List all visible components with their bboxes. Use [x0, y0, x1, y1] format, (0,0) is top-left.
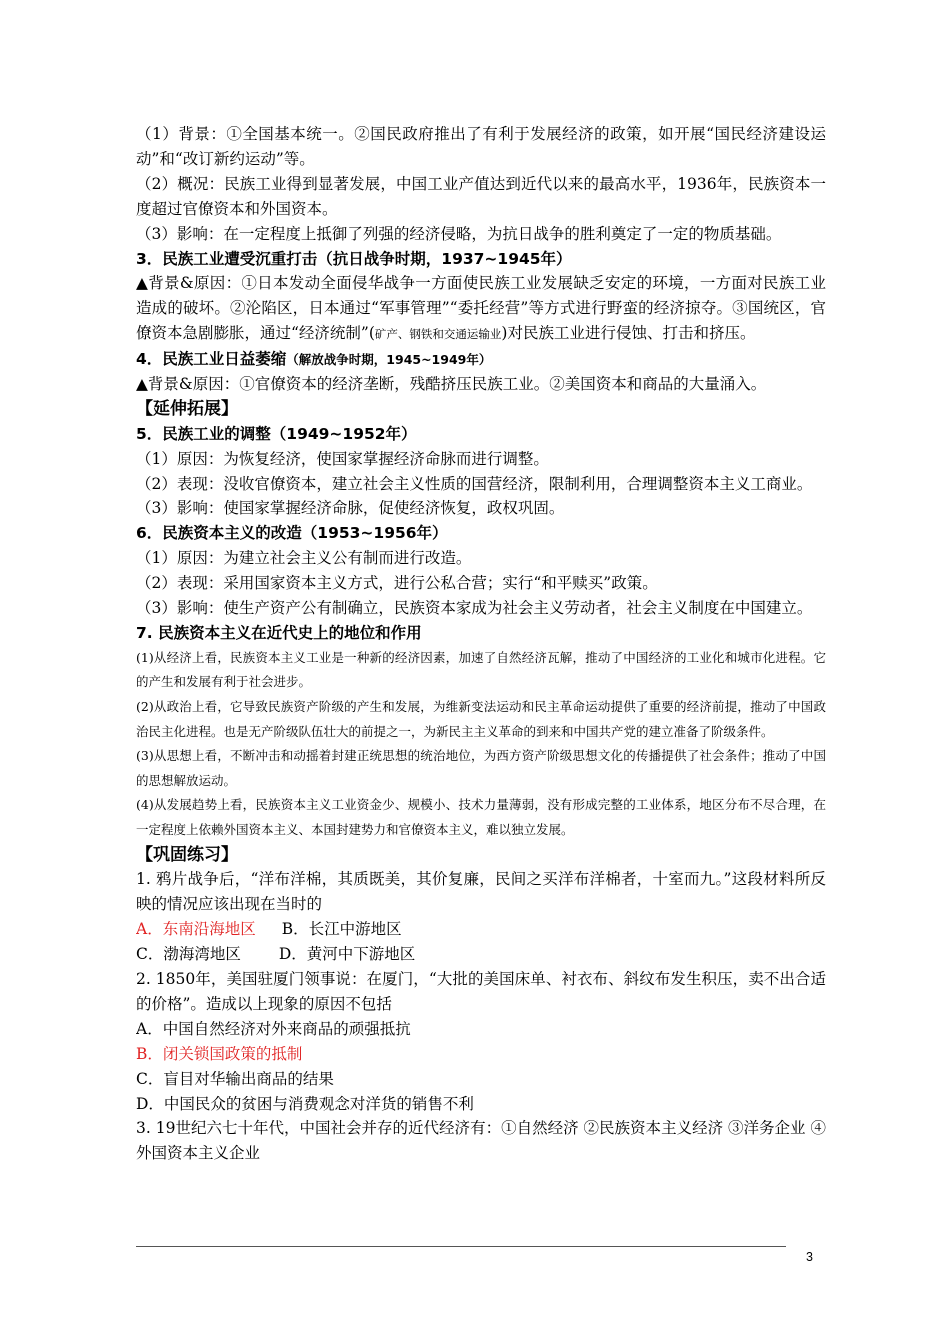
text-line: （3）影响：使生产资产公有制确立，民族资本家成为社会主义劳动者，社会主义制度在中国建立。	[136, 599, 813, 618]
text-span: )对民族工业进行侵蚀、打击和挤压。	[501, 324, 756, 343]
text-line: （1）原因：为建立社会主义公有制而进行改造。	[136, 549, 472, 568]
question: 3. 19世纪六七十年代，中国社会并存的近代经济有：①自然经济 ②民族资本主义经济 ③洋务企业 ④外国资本主义企业	[136, 1119, 826, 1163]
option: D．中国民众的贫困与消费观念对洋货的销售不利	[136, 1094, 474, 1113]
subheading-main: 4．民族工业日益萎缩	[136, 350, 287, 369]
page-number: 3	[806, 1250, 813, 1264]
footer-rule	[136, 1246, 786, 1247]
option: C．盲目对华输出商品的结果	[136, 1069, 334, 1088]
text-paragraph	[136, 271, 826, 347]
option-answer: B．闭关锁国政策的抵制	[136, 1044, 303, 1063]
option-row	[136, 917, 826, 942]
subheading: 3．民族工业遭受沉重打击（抗日战争时期，1937~1945年）	[136, 249, 572, 268]
section-heading: 【延伸拓展】	[136, 398, 238, 419]
text-line: （1）原因：为恢复经济，使国家掌握经济命脉而进行调整。	[136, 449, 549, 468]
option: A．中国自然经济对外来商品的顽强抵抗	[136, 1019, 411, 1038]
text-span: ▲背景&原因：①日本发动全面侵华战争一方面使民族工业发展缺乏安定的环境，一方面对民族工业造成的破坏。②沦陷区，日本通过“军事管理”“委托经营”等方式进行野蛮的经济掠夺。③国统区，官僚资本急剧膨胀，通过“经济统制”(	[136, 274, 826, 343]
page-content	[136, 122, 826, 1166]
subheading	[136, 347, 826, 372]
text-line: （1）背景：①全国基本统一。②国民政府推出了有利于发展经济的政策，如开展“国民经济建设运动”和“改订新约运动”等。	[136, 125, 826, 168]
small-paragraph: (3)从思想上看，不断冲击和动摇着封建正统思想的统治地位，为西方资产阶级思想文化的传播提供了社会条件；推动了中国的思想解放运动。	[136, 748, 826, 788]
option: D．黄河中下游地区	[278, 945, 416, 964]
question: 2. 1850年，美国驻厦门领事说：在厦门，“大批的美国床单、衬衣布、斜纹布发生积压，卖不出合适的价格”。造成以上现象的原因不包括	[136, 970, 826, 1013]
option: C．渤海湾地区	[136, 945, 241, 964]
subheading: 7. 民族资本主义在近代史上的地位和作用	[136, 623, 422, 642]
subheading-note: （解放战争时期，1945~1949年）	[286, 352, 492, 368]
text-line: （3）影响：在一定程度上抵御了列强的经济侵略，为抗日战争的胜利奠定了一定的物质基础。	[136, 224, 782, 243]
subheading: 5．民族工业的调整（1949~1952年）	[136, 424, 417, 443]
question: 1. 鸦片战争后，“洋布洋棉，其质既美，其价复廉，民间之买洋布洋棉者，十室而九。”这段材料所反映的情况应该出现在当时的	[136, 870, 826, 914]
section-heading: 【巩固练习】	[136, 844, 238, 865]
small-note: 矿产、钢铁和交通运输业	[374, 327, 502, 342]
text-line: （2）表现：没收官僚资本，建立社会主义性质的国营经济，限制利用，合理调整资本主义工商业。	[136, 474, 813, 493]
text-line: （2）表现：采用国家资本主义方式，进行公私合营；实行“和平赎买”政策。	[136, 574, 658, 593]
small-paragraph: (4)从发展趋势上看，民族资本主义工业资金少、规模小、技术力量薄弱，没有形成完整的工业体系，地区分布不尽合理，在一定程度上依赖外国资本主义、本国封建势力和官僚资本主义，难以独立发展。	[136, 797, 826, 837]
small-paragraph: (2)从政治上看，它导致民族资产阶级的产生和发展，为维新变法运动和民主革命运动提供了重要的经济前提，推动了中国政治民主化进程。也是无产阶级队伍壮大的前提之一，为新民主主义革命的到来和中国共产党的建立准备了阶级条件。	[136, 699, 826, 739]
text-line: ▲背景&原因：①官僚资本的经济垄断，残酷挤压民族工业。②美国资本和商品的大量涌入。	[136, 375, 767, 394]
text-line: （2）概况：民族工业得到显著发展，中国工业产值达到近代以来的最高水平，1936年，民族资本一度超过官僚资本和外国资本。	[136, 174, 826, 218]
text-line: （3）影响：使国家掌握经济命脉，促使经济恢复，政权巩固。	[136, 499, 565, 518]
subheading: 6．民族资本主义的改造（1953~1956年）	[136, 524, 448, 543]
option: B．长江中游地区	[281, 920, 402, 939]
option-row	[136, 942, 826, 967]
option-answer: A．东南沿海地区	[136, 920, 256, 939]
small-paragraph: (1)从经济上看，民族资本主义工业是一种新的经济因素，加速了自然经济瓦解，推动了中国经济的工业化和城市化进程。它的产生和发展有利于社会进步。	[136, 649, 826, 690]
